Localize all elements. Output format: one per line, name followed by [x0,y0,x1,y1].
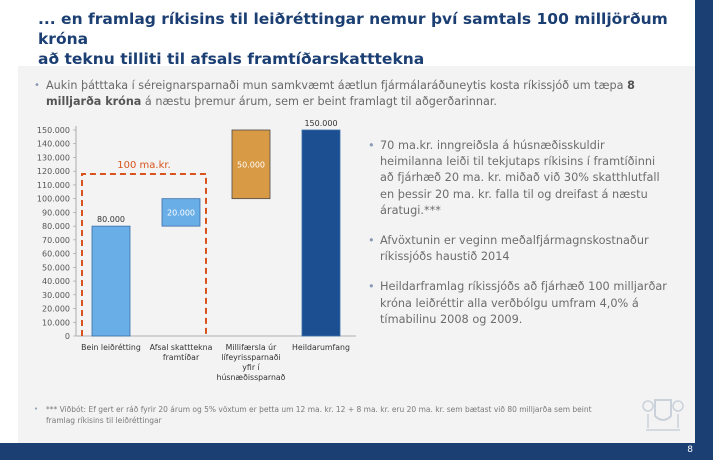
intro-post: á næstu þremur árum, sem er beint framlagt til aðgerðarinnar. [141,95,497,108]
page-number: 8 [687,445,693,455]
intro-bold: 8 milljarða króna [46,79,635,108]
bullet-text: Heildarframlag ríkissjóðs að fjárhæð 100 milljarðar króna leiðréttir alla verðbólgu umfram 4,0% á tímabilinu 2008 og 2009. [380,280,667,326]
bullet-text: Afvöxtunin er veginn meðalfjármagnskostnaður ríkissjóðs haustið 2014 [380,234,649,264]
bullet-dot-icon: • [34,405,39,413]
bar-data-label: 80.000 [97,215,125,225]
y-tick-label: 0 [64,332,70,341]
bar-data-label: 150.000 [304,119,338,128]
y-tick-label: 130.000 [36,153,70,163]
x-category-label: Millifærsla úr [225,343,277,352]
intro-text [46,78,656,110]
footnote [46,404,636,426]
x-category-label: húsnæðissparnað [216,373,286,382]
bullet-item [368,138,668,219]
intro-pre: Aukin þátttaka í séreignarsparnaði mun samkvæmt áætlun fjármálaráðuneytis kosta ríkissjóð um tæpa [46,79,624,92]
bullet-dot-icon: • [34,80,40,91]
waterfall-chart [28,118,363,390]
footnote-line-2: framlag ríkisins til leiðréttingar [46,416,162,425]
bullet-dot-icon: • [368,139,375,152]
waterfall-bar [92,226,130,336]
y-tick-label: 90.000 [42,208,70,218]
y-tick-label: 40.000 [42,277,70,287]
right-bullets [368,138,668,342]
y-tick-label: 70.000 [42,235,70,245]
bullet-dot-icon: • [368,234,375,248]
bar-data-label: 20.000 [167,208,195,218]
y-tick-label: 80.000 [42,222,70,232]
y-tick-label: 150.000 [36,126,70,135]
x-category-label: Afsal skatttekna [149,343,213,352]
y-tick-label: 30.000 [42,290,70,300]
title-line-1: ... en framlag ríkisins til leiðréttingar nemur því samtals 100 milljörðum króna [38,10,668,48]
y-tick-label: 10.000 [42,318,70,328]
y-tick-label: 20.000 [42,304,70,314]
coat-of-arms-icon [640,392,686,434]
bullet-item [368,233,668,265]
footnote-line-1: *** Viðbót: Ef gert er ráð fyrir 20 árum og 5% vöxtum er þetta um 12 ma. kr. 12 + 8 ma. kr. eru 20 ma. kr. sem bætast við 80 milljarða sem beint [46,405,592,414]
x-category-label: Bein leiðrétting [81,343,141,352]
bullet-item [368,279,668,328]
x-category-label: yfir í [242,363,260,372]
bar-data-label: 50.000 [237,160,265,170]
y-tick-label: 140.000 [36,139,70,149]
y-tick-label: 50.000 [42,263,70,273]
waterfall-bar [302,130,340,336]
annotation-label: 100 ma.kr. [117,159,171,171]
y-tick-label: 120.000 [36,167,70,177]
y-tick-label: 60.000 [42,249,70,259]
x-category-label: lífeyrissparnaði [221,353,281,362]
bullet-dot-icon: • [368,280,375,294]
x-category-label: Heildarumfang [292,343,350,352]
y-tick-label: 110.000 [36,180,70,190]
title-line-2: að teknu tilliti til afsals framtíðarskatttekna [38,50,425,68]
y-tick-label: 100.000 [36,194,70,204]
x-category-label: framtíðar [162,353,200,362]
bullet-text: 70 ma.kr. inngreiðsla á húsnæðisskuldir heimilanna leiði til tekjutaps ríkisins í framtíðinni að fjárhæð 20 ma. kr. miðað við 30% skatthlutfall en þessir 20 ma. kr. falla til og dreifast á næstu áratugi.*** [380,139,660,217]
slide-title [38,9,678,69]
